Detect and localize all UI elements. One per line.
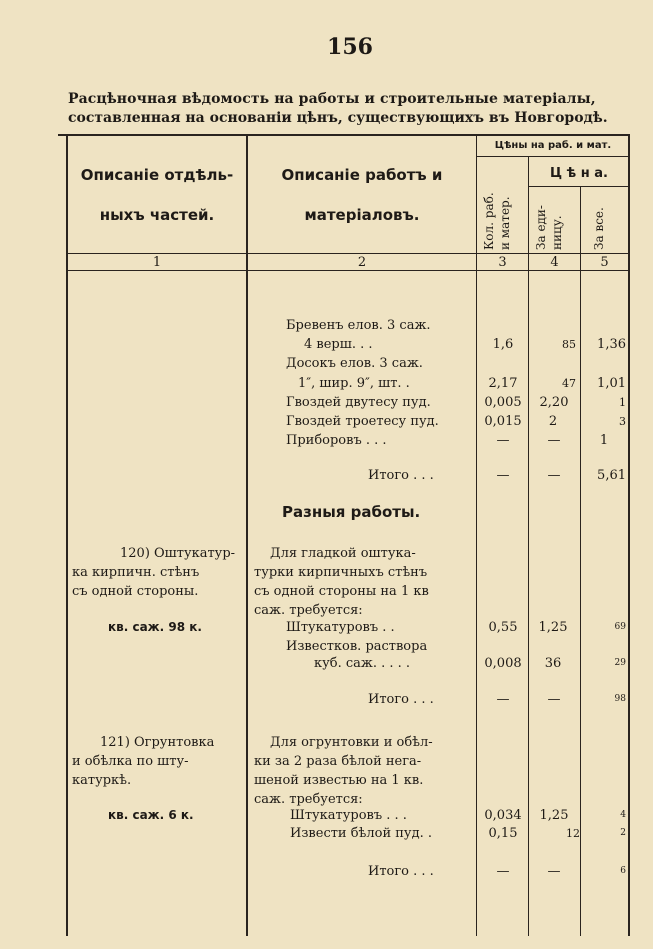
block1-qty: 0,005 xyxy=(484,395,522,410)
block1-unit-price: 85 xyxy=(562,338,576,351)
col4-divider xyxy=(580,187,581,936)
block1-unit-price: 2,20 xyxy=(539,395,569,410)
table-top-rule xyxy=(58,134,630,136)
block1-line: 1″, шир. 9″, шт. . xyxy=(298,376,410,391)
item121-price-note: кв. саж. 6 к. xyxy=(108,808,194,822)
item120-desc: 120) Оштукатур- xyxy=(120,546,236,561)
item120-work: турки кирпичныхъ стѣнъ xyxy=(254,565,428,580)
col3-header-line2: и матер. xyxy=(498,196,512,250)
price-sub-header: Ц ѣ н а. xyxy=(550,166,608,181)
col3-divider xyxy=(528,157,529,936)
block1-total-label: Итого . . . xyxy=(368,468,434,483)
block1-unit-price: — xyxy=(547,433,561,448)
block1-total-unit: — xyxy=(547,468,561,483)
item120-total-unit: — xyxy=(547,692,561,707)
block1-line: Бревенъ елов. 3 саж. xyxy=(286,318,431,333)
item120-work: саж. требуется: xyxy=(254,603,363,618)
block1-total-value: 5,61 xyxy=(597,468,626,483)
column-number-1: 1 xyxy=(152,255,162,270)
col2-header-line1: Описаніе работъ и xyxy=(281,166,443,184)
col4-header-line2: ницу. xyxy=(550,215,564,250)
column-number-5: 5 xyxy=(600,255,609,270)
item121-total-unit: — xyxy=(547,864,561,879)
block1-qty: 1,6 xyxy=(492,337,514,352)
item120-total: 29 xyxy=(614,658,626,668)
item120-qty: 0,55 xyxy=(488,620,518,635)
block1-qty: — xyxy=(496,433,510,448)
item121-total-label: Итого . . . xyxy=(368,864,434,879)
item121-total: 4 xyxy=(620,810,626,820)
price-sub-rule xyxy=(528,186,630,187)
numbers-rule xyxy=(66,270,630,271)
block1-line: Приборовъ . . . xyxy=(286,433,387,448)
item120-qty: 0,008 xyxy=(484,656,522,671)
col1-header-line2: ныхъ частей. xyxy=(99,206,215,224)
item120-total-qty: — xyxy=(496,692,510,707)
item121-total-value: 6 xyxy=(620,866,626,876)
col2-header-line2: матеріаловъ. xyxy=(304,206,420,224)
item121-work: ки за 2 раза бѣлой нега- xyxy=(254,754,422,769)
item120-desc: съ одной стороны. xyxy=(72,584,199,599)
block1-total-qty: — xyxy=(496,468,510,483)
item121-work: Для огрунтовки и обѣл- xyxy=(270,735,433,750)
item120-work: съ одной стороны на 1 кв xyxy=(254,584,429,599)
item121-desc: 121) Огрунтовка xyxy=(100,735,215,750)
item120-total-value: 98 xyxy=(614,694,626,704)
item120-total-label: Итого . . . xyxy=(368,692,434,707)
item120-unit-price: 1,25 xyxy=(538,620,568,635)
page-number: 156 xyxy=(327,34,373,60)
section-title: Разныя работы. xyxy=(282,503,421,521)
item120-line: Штукатуровъ . . xyxy=(286,620,395,635)
column-number-4: 4 xyxy=(550,255,559,270)
block1-total: 1,36 xyxy=(597,337,626,352)
block1-line: Гвоздей троетесу пуд. xyxy=(286,414,439,429)
table-right-rule xyxy=(628,136,630,936)
item121-desc: и обѣлка по шту- xyxy=(72,754,189,769)
block1-total: 3 xyxy=(619,415,626,428)
block1-total: 1,01 xyxy=(597,376,626,391)
item121-qty: 0,034 xyxy=(484,808,522,823)
item121-line: Извести бѣлой пуд. . xyxy=(290,826,432,841)
item120-price-note: кв. саж. 98 к. xyxy=(108,620,202,634)
item121-work: шеной известью на 1 кв. xyxy=(254,773,424,788)
item120-line: куб. саж. . . . . xyxy=(314,656,411,671)
header-rule xyxy=(66,253,630,254)
block1-line: Досокъ елов. 3 саж. xyxy=(286,356,423,371)
document-title-line2: составленная на основаніи цѣнъ, существующихъ въ Новгородѣ. xyxy=(68,110,608,126)
col1-header-line1: Описаніе отдѣль- xyxy=(80,166,234,184)
item121-total: 2 xyxy=(620,828,626,838)
document-title-line1: Расцѣночная вѣдомость на работы и строительные матеріалы, xyxy=(68,91,596,107)
item121-qty: 0,15 xyxy=(488,826,518,841)
block1-line: 4 верш. . . xyxy=(304,337,373,352)
item121-desc: катуркѣ. xyxy=(72,773,132,788)
item121-unit-price: 12 xyxy=(566,827,580,840)
block1-unit-price: 47 xyxy=(562,377,576,390)
block1-line: Гвоздей двутесу пуд. xyxy=(286,395,431,410)
item121-unit-price: 1,25 xyxy=(539,808,569,823)
block1-total: 1 xyxy=(599,433,609,448)
item120-work: Для гладкой оштука- xyxy=(270,546,416,561)
block1-qty: 0,015 xyxy=(484,414,522,429)
col5-header: За все. xyxy=(592,207,606,250)
item120-line: Известков. раствора xyxy=(286,639,428,654)
item121-line: Штукатуровъ . . . xyxy=(290,808,407,823)
item120-total: 69 xyxy=(614,622,626,632)
item120-desc: ка кирпичн. стѣнъ xyxy=(72,565,200,580)
block1-unit-price: 2 xyxy=(548,414,558,429)
col3-header-line1: Кол. раб. xyxy=(482,192,496,250)
item121-total-qty: — xyxy=(496,864,510,879)
column-number-3: 3 xyxy=(498,255,507,270)
prices-group-header: Цѣны на раб. и мат. xyxy=(494,140,612,151)
block1-total: 1 xyxy=(619,396,626,409)
item120-unit-price: 36 xyxy=(544,656,562,671)
column-number-2: 2 xyxy=(357,255,367,270)
prices-group-rule xyxy=(476,156,630,157)
col4-header-line1: За еди- xyxy=(534,205,548,250)
item121-work: саж. требуется: xyxy=(254,792,363,807)
block1-qty: 2,17 xyxy=(488,376,518,391)
